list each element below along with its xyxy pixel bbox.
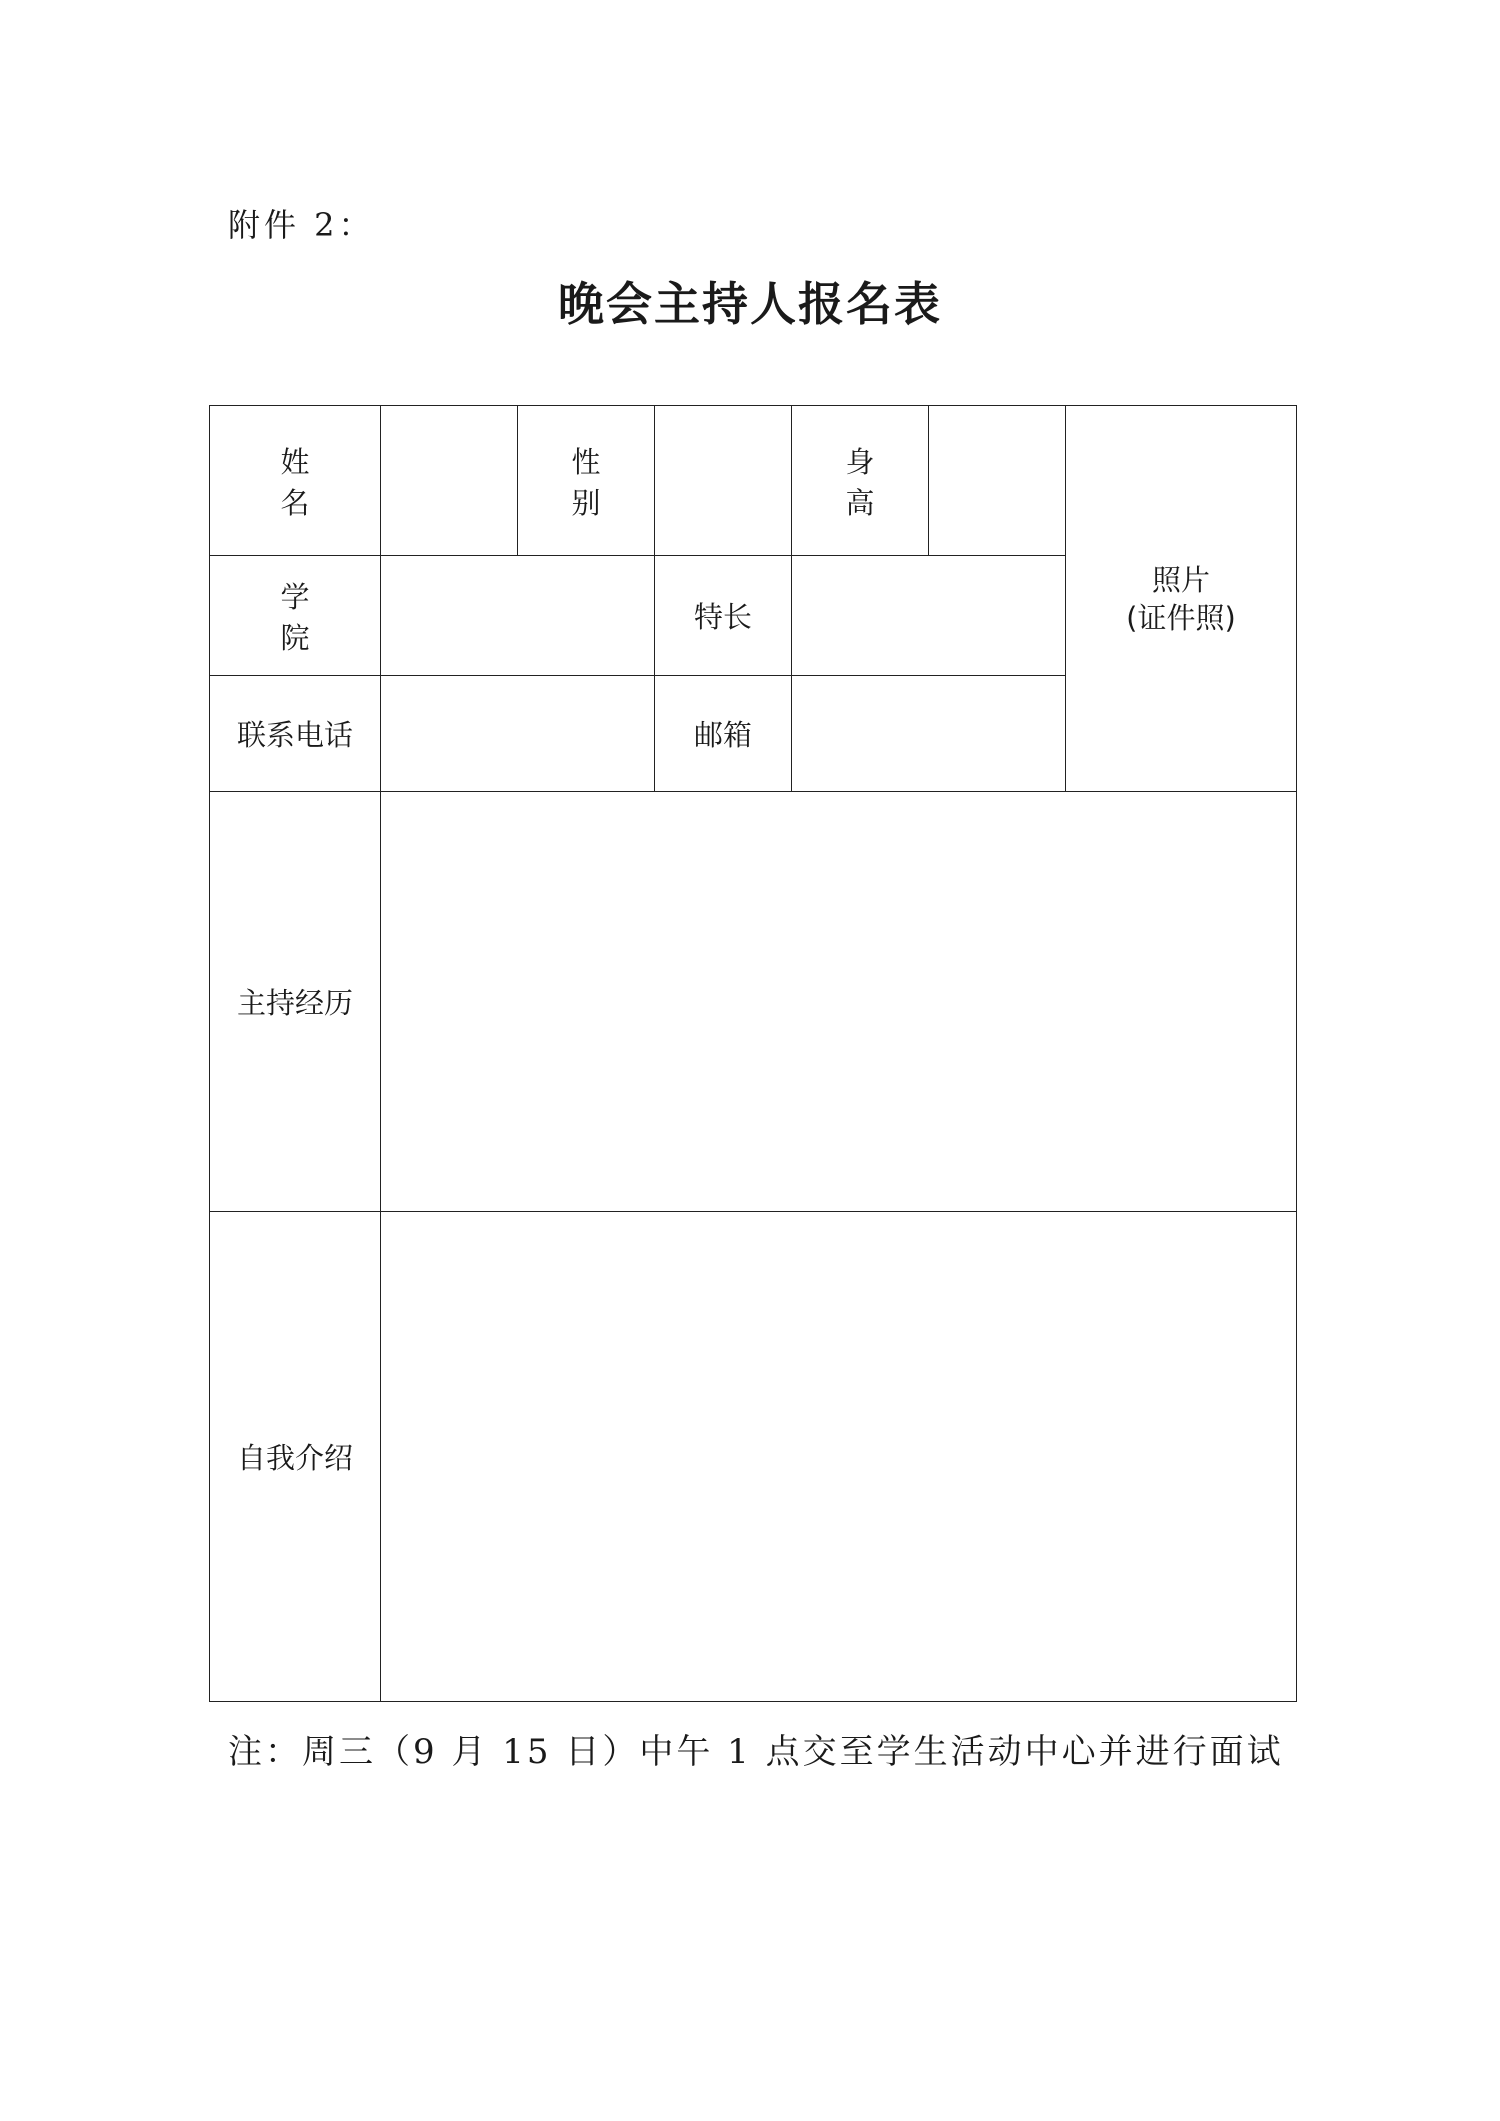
registration-form-table xyxy=(209,405,1297,1702)
experience-label: 主持经历 xyxy=(210,792,381,1212)
gender-label: 性 别 xyxy=(518,406,655,556)
name-label: 姓 名 xyxy=(210,406,381,556)
photo-label: 照片 xyxy=(1151,562,1210,597)
experience-input[interactable] xyxy=(381,792,1297,1212)
email-input[interactable] xyxy=(792,676,1066,792)
specialty-input[interactable] xyxy=(792,556,1066,676)
page-title: 晚会主持人报名表 xyxy=(558,277,942,331)
name-input[interactable] xyxy=(381,406,518,556)
phone-label: 联系电话 xyxy=(210,676,381,792)
specialty-label: 特长 xyxy=(655,556,792,676)
email-label: 邮箱 xyxy=(655,676,792,792)
height-label: 身 高 xyxy=(792,406,929,556)
height-input[interactable] xyxy=(929,406,1066,556)
photo-cell[interactable] xyxy=(1066,406,1297,792)
gender-input[interactable] xyxy=(655,406,792,556)
college-label: 学 院 xyxy=(210,556,381,676)
submission-note: 注：周三（9 月 15 日）中午 1 点交至学生活动中心并进行面试 xyxy=(228,1732,1284,1772)
intro-input[interactable] xyxy=(381,1212,1297,1702)
photo-sublabel: (证件照) xyxy=(1126,600,1236,635)
college-input[interactable] xyxy=(381,556,655,676)
intro-label: 自我介绍 xyxy=(210,1212,381,1702)
phone-input[interactable] xyxy=(381,676,655,792)
attachment-label: 附件 2： xyxy=(228,206,375,244)
